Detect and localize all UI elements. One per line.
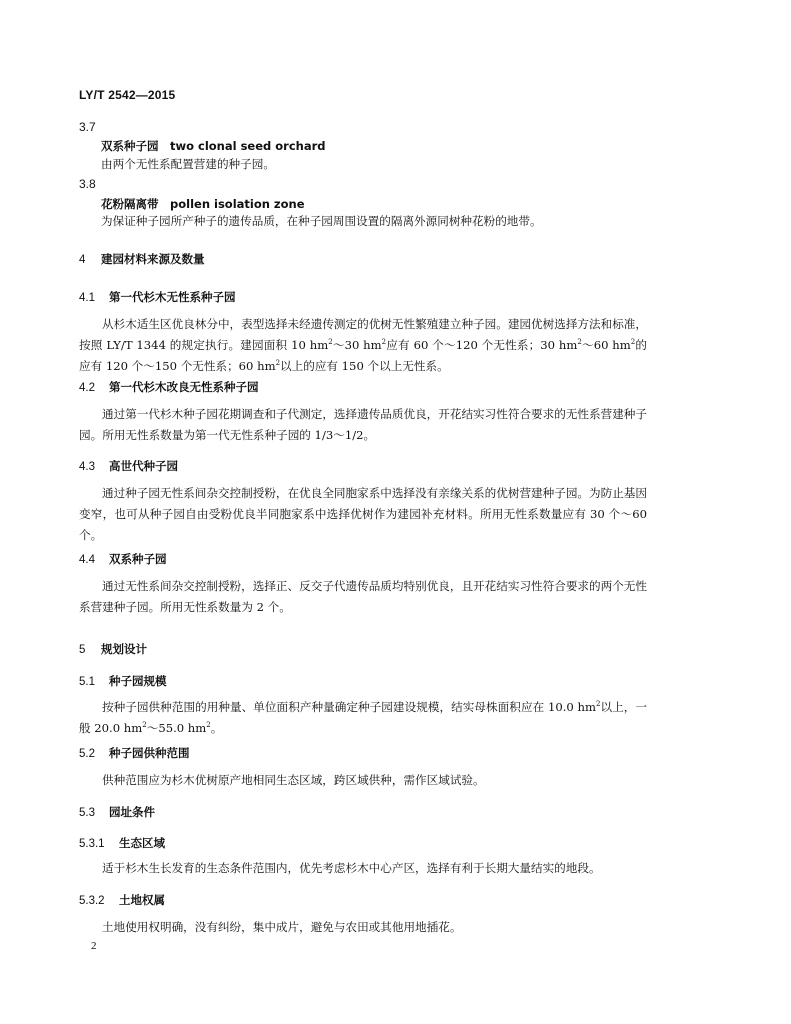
paragraph-5-1 bbox=[79, 697, 647, 739]
section-number: 5.3 bbox=[79, 807, 95, 819]
superscript: 2 bbox=[630, 338, 636, 347]
section-title: 建园材料来源及数量 bbox=[101, 252, 205, 266]
text-run: 按种子园供种范围的用种量、单位面积产种量确定种子园建设规模，结实母株面积应在 10.0 hm bbox=[102, 700, 596, 714]
text-run: ～55.0 hm bbox=[146, 721, 207, 735]
term-3-7: 双系种子园 two clonal seed orchard bbox=[101, 139, 326, 153]
section-heading-5-3 bbox=[79, 804, 155, 820]
section-heading-4-3 bbox=[79, 458, 178, 474]
section-heading-4 bbox=[79, 251, 205, 267]
text-run: ～60 hm bbox=[581, 338, 631, 352]
section-number: 4.4 bbox=[79, 554, 95, 566]
superscript: 2 bbox=[381, 338, 387, 347]
section-number: 4.2 bbox=[79, 382, 95, 394]
section-title: 第一代杉木改良无性系种子园 bbox=[109, 380, 259, 394]
section-heading-4-1 bbox=[79, 289, 236, 305]
text-run: 应有 60 个～120 个无性系；30 hm bbox=[386, 338, 578, 352]
section-title: 第一代杉木无性系种子园 bbox=[109, 290, 236, 304]
section-title: 规划设计 bbox=[101, 642, 147, 656]
superscript: 2 bbox=[577, 338, 582, 347]
paragraph-4-3: 通过种子园无性系间杂交控制授粉，在优良全同胞家系中选择没有亲缘关系的优树营建种子园。为防止基因变窄，也可从种子园自由受粉优良半同胞家系中选择优树作为建园补充材料。所用无性系数量应有 30 个～60 个。 bbox=[79, 486, 647, 542]
section-number: 4.3 bbox=[79, 461, 95, 473]
clause-number-3-8: 3.8 bbox=[79, 177, 96, 191]
page-number: 2 bbox=[91, 940, 97, 952]
section-number: 4.1 bbox=[79, 292, 95, 304]
definition-3-7: 由两个无性系配置营建的种子园。 bbox=[101, 157, 275, 171]
document-id: LY/T 2542—2015 bbox=[79, 88, 176, 102]
section-title: 种子园供种范围 bbox=[109, 746, 190, 760]
paragraph-4-4: 通过无性系间杂交控制授粉，选择正、反交子代遗传品质均特别优良，且开花结实习性符合要求的两个无性系营建种子园。所用无性系数量为 2 个。 bbox=[79, 579, 647, 614]
section-title: 生态区域 bbox=[119, 836, 165, 850]
paragraph-4-2: 通过第一代杉木种子园花期调查和子代测定，选择遗传品质优良，开花结实习性符合要求的无性系营建种子园。所用无性系数量为第一代无性系种子园的 1/3～1/2。 bbox=[79, 407, 647, 442]
superscript: 2 bbox=[142, 721, 147, 730]
paragraph-5-3-2: 土地使用权明确，没有纠纷，集中成片，避免与农田或其他用地插花。 bbox=[102, 920, 462, 934]
section-number: 5 bbox=[79, 644, 86, 656]
text-run: ～30 hm bbox=[332, 338, 382, 352]
text-run: 从杉木适生区优良林分中，表型选择未经遗传测定的优树无性繁殖建立种子园。建园优树选择方法和标准，按照 LY/T 1344 的规定执行。建园面积 10 hm bbox=[79, 317, 647, 352]
text-run: 。 bbox=[210, 721, 223, 735]
paragraph-4-1 bbox=[79, 314, 647, 377]
paragraph-5-3-1: 适于杉木生长发育的生态条件范围内，优先考虑杉木中心产区，选择有利于长期大量结实的地段。 bbox=[102, 861, 601, 875]
section-heading-5-3-2 bbox=[79, 892, 165, 908]
section-heading-5-1 bbox=[79, 673, 167, 689]
section-heading-4-2 bbox=[79, 379, 259, 395]
paragraph-5-2: 供种范围应为杉木优树原产地相同生态区域，跨区域供种，需作区域试验。 bbox=[102, 773, 485, 787]
text-run: 以上的应有 150 个以上无性系。 bbox=[280, 359, 449, 373]
section-title: 园址条件 bbox=[109, 805, 155, 819]
clause-number-3-7: 3.7 bbox=[79, 120, 96, 134]
definition-3-8: 为保证种子园所产种子的遗传品质，在种子园周围设置的隔离外源同树种花粉的地带。 bbox=[101, 214, 542, 228]
superscript: 2 bbox=[206, 721, 211, 730]
section-title: 土地权属 bbox=[119, 893, 165, 907]
section-number: 5.3.2 bbox=[79, 895, 105, 907]
superscript: 2 bbox=[275, 359, 281, 368]
section-number: 5.1 bbox=[79, 676, 95, 688]
section-number: 5.2 bbox=[79, 748, 95, 760]
section-heading-4-4 bbox=[79, 551, 167, 567]
section-heading-5-2 bbox=[79, 745, 190, 761]
text-run: 的应有 120 个～150 个无性系；60 hm bbox=[79, 338, 647, 373]
section-number: 4 bbox=[79, 254, 86, 266]
term-3-8: 花粉隔离带 pollen isolation zone bbox=[101, 197, 305, 211]
superscript: 2 bbox=[328, 338, 333, 347]
section-title: 种子园规模 bbox=[109, 674, 167, 688]
section-heading-5 bbox=[79, 641, 147, 657]
section-title: 双系种子园 bbox=[109, 552, 167, 566]
section-number: 5.3.1 bbox=[79, 838, 105, 850]
section-title: 高世代种子园 bbox=[109, 459, 178, 473]
section-heading-5-3-1 bbox=[79, 835, 165, 851]
superscript: 2 bbox=[595, 700, 601, 709]
text-run: 以上，一般 20.0 hm bbox=[79, 700, 647, 735]
